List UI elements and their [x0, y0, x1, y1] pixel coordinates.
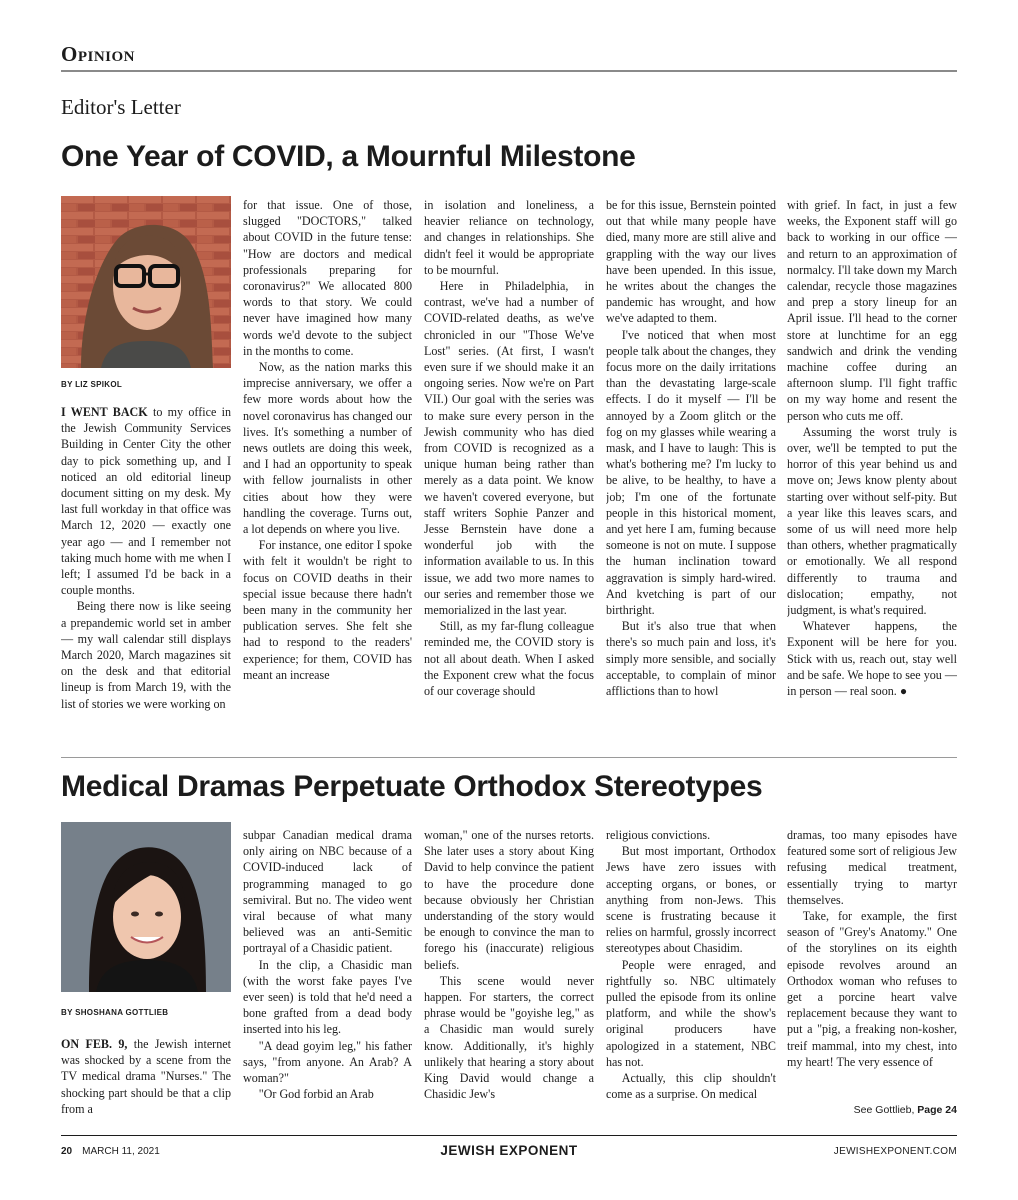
paragraph: "A dead goyim leg," his father says, "from anyone. An Arab? A woman?" [243, 1038, 412, 1086]
paragraph: dramas, too many episodes have featured some sort of religious Jew refusing medical treatment, essentially trying to martyr themselves. [787, 828, 957, 907]
paragraph: In the clip, a Chasidic man (with the worst fake payes I've ever seen) is told that he'd need a bone grafted from a dead body inserted into his leg. [243, 957, 412, 1037]
paragraph: woman," one of the nurses retorts. She later uses a story about King David to help convince the patient to have the procedure done because obviously her Christian understanding of the story would be enough to convince the man to forego his (inaccurate) religious beliefs. [424, 828, 594, 972]
article-column [61, 1036, 231, 1120]
paragraph: Being there now is like seeing a prepandemic world set in amber — my wall calendar still displays March 2020, March magazines sit on the desk and that editorial lineup is from March 19, with the list of stories we were working on [61, 599, 231, 711]
jump-text: See Gottlieb, [853, 1104, 915, 1116]
paragraph: For instance, one editor I spoke with felt it wouldn't be right to focus on COVID deaths in their special issue because there hadn't been many in the community her publication serves. She felt she had to respond to the readers' experience; for them, COVID has meant an increase [243, 538, 412, 682]
jump-page: Page 24 [917, 1104, 957, 1116]
paragraph: be for this issue, Bernstein pointed out that while many people have died, many more are still alive and grappling with the way our lives have been upended. In this issue, he writes about the changes the pandemic has wrought, and how we've adapted to them. [606, 198, 776, 326]
section-rule [61, 70, 957, 72]
paragraph: Here in Philadelphia, in contrast, we've had a number of COVID-related deaths, as we've chronicled in our "Those We've Lost" series. (At first, I wasn't even sure if we should make it an ongoing series. Now we're on Part VII.) Our goal with the series was to make sure every person in the Jewish community who has died from COVID is recognized as a unique human being rather than merely as a data point. We know we haven't covered everyone, but staff writers Sophie Panzer and Jesse Bernstein have done a wonderful job with the information available to us. In this issue, we add two more names to our series and remember those we memorialized in the last year. [424, 279, 594, 618]
paragraph: in isolation and loneliness, a heavier reliance on technology, and changes in relationships. She didn't feel it would be appropriate to be mournful. [424, 198, 594, 277]
article-kicker: Editor's Letter [61, 95, 181, 119]
article-column [606, 827, 776, 1120]
article-headline: One Year of COVID, a Mournful Milestone [61, 140, 636, 173]
lead-in: ON FEB. 9, [61, 1037, 128, 1051]
article-headline: Medical Dramas Perpetuate Orthodox Stereotypes [61, 770, 763, 803]
paragraph: with grief. In fact, in just a few weeks, the Exponent staff will go back to working in our office — and return to an approximation of normalcy. I'll take down my March calendar, recycle those magazines and prep a story lineup for an April issue. I'll head to the corner store at lunchtime for an egg sandwich and drink the vending machine coffee during an afternoon slump. I'll fight traffic on my way home and resent the person who cuts me off. [787, 198, 957, 423]
paragraph: subpar Canadian medical drama only airing on NBC because of a COVID-induced lack of programming managed to go semiviral. But no. The video went viral because of what many believed was an anti-Semitic portrayal of a Chasidic patient. [243, 828, 412, 956]
footer-rule [61, 1135, 957, 1136]
paragraph: Take, for example, the first season of "Grey's Anatomy." One of the storylines on its eighth episode revolves around an Orthodox woman who refuses to get a porcine heart valve replacement because they want to put a "pig, a freaking non-kosher, treif mammal, into my chest, into my heart! The very essence of [787, 909, 957, 1069]
paragraph: Assuming the worst truly is over, we'll be tempted to put the horror of this year behind us and move on; Jews know plenty about starting over without self-pity. But a year like this leaves scars, and some of us will need more help than others, whether pragmatically or emotionally. We all respond differently to trauma and dislocation; empathy, not judgment, is what's required. [787, 424, 957, 618]
paragraph: religious convictions. [606, 828, 711, 842]
paragraph: This scene would never happen. For starters, the correct phrase would be "goyishe leg," as a Chasidic man would surely know. Additionally, it's highly unlikely that hearing a story about King David would change a Chasidic Jew's [424, 973, 594, 1102]
paragraph: Now, as the nation marks this imprecise anniversary, we offer a few more words about how the novel coronavirus has changed our lives. It's something a number of news outlets are doing this week, and I had an opportunity to speak with fellow journalists in other cities about how they were handling the coverage. Turns out, a lot depends on where you live. [243, 360, 412, 537]
jump-line [787, 1104, 957, 1116]
paragraph: for that issue. One of those, slugged "DOCTORS," talked about COVID in the future tense: "How are doctors and medical professionals preparing for coronavirus?" We allocated 800 words to that story. We could never have imagined how many words we'd devote to the subject in the months to come. [243, 198, 412, 358]
section-heading: Opinion [61, 42, 136, 66]
lead-in: I WENT BACK [61, 405, 148, 419]
byline: BY LIZ SPIKOL [61, 380, 123, 389]
article-column [243, 827, 412, 1120]
website: JEWISHEXPONENT.COM [833, 1146, 957, 1157]
author-photo [61, 822, 231, 992]
paragraph: Still, as my far-flung colleague reminded me, the COVID story is not all about death. When I asked the Exponent crew what the focus of our coverage should [424, 619, 594, 699]
paragraph: "Or God forbid an Arab [258, 1087, 374, 1102]
article-column [606, 197, 776, 750]
paragraph: But it's also true that when there's so much pain and loss, it's simply more sensible, and socially acceptable, to complain of minor afflictions than to howl [606, 619, 776, 699]
paragraph: Whatever happens, the Exponent will be here for you. Stick with us, reach out, stay well and be safe. We hope to see you — in person — real soon. ● [787, 619, 957, 699]
issue-date: MARCH 11, 2021 [82, 1146, 160, 1157]
article-column [424, 197, 594, 750]
paragraph: People were enraged, and rightfully so. NBC ultimately pulled the episode from its online platform, and while the show's original producers have apologized in a statement, NBC has not. [606, 957, 776, 1069]
paragraph: Actually, this clip shouldn't come as a surprise. On medical [606, 1071, 776, 1102]
article-divider [61, 757, 957, 758]
article-column [787, 197, 957, 750]
page-number: 20 [61, 1146, 73, 1157]
paragraph: the Jewish internet was shocked by a scene from the TV medical drama "Nurses." The shocking part should be that a clip from a [61, 1037, 231, 1116]
paragraph: But most important, Orthodox Jews have zero issues with accepting organs, or bones, or anything from non-Jews. This scene is frustrating because it relies on harmful, grossly incorrect stereotypes about Chasidim. [606, 844, 776, 956]
author-photo [61, 196, 231, 368]
paragraph: to my office in the Jewish Community Services Building in Center City the other day to pick something up, and I noticed an old editorial lineup document sitting on my desk. My last full workday in that office was March 12, 2020 — exactly one year ago — and I remember not taking much home with me when I left; I assumed I'd be back in a couple months. [61, 405, 231, 598]
article-column [243, 197, 412, 750]
article-column [424, 827, 594, 1120]
article-column [61, 404, 231, 750]
byline: BY SHOSHANA GOTTLIEB [61, 1008, 169, 1017]
publication-name: JEWISH EXPONENT [440, 1143, 578, 1158]
article-column [787, 827, 957, 1087]
paragraph: I've noticed that when most people talk about the changes, they focus more on the daily irritations than the devastating large-scale effects. I do it myself — I'll be annoyed by a Zoom glitch or the fog on my glasses while wearing a mask, and I have to laugh: This is what's bothering me? I'm lucky to be alive, to be healthy, to have a job; I'm one of the fortunate people in this historical moment, and yet here I am, fuming because someone is not on mute. I suppose the human inclination toward aggravation is simply hard-wired. And kvetching is part of our birthright. [606, 327, 776, 618]
